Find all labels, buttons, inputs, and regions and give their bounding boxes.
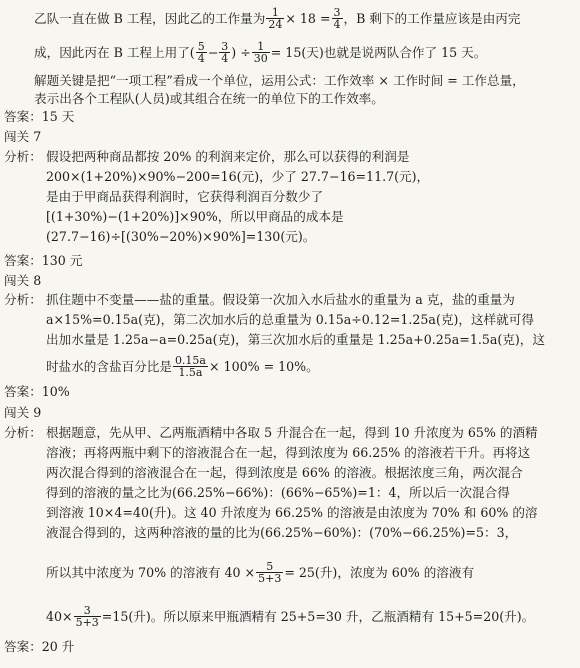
fraction: $\frac{3}{4}$: [333, 6, 341, 31]
p1-line-2: [34, 42, 486, 65]
p1-line-1: [34, 8, 520, 31]
answer-9: 答案：20 升: [4, 639, 75, 654]
p1-line-3: 解题关键是把“一项工程”看成一个单位，运用公式：工作效率 × 工作时间 = 工作总量，: [34, 73, 525, 88]
answer-1: 答案：15 天: [4, 109, 75, 124]
text: ，B 剩下的工作量应该是由丙完: [343, 11, 521, 26]
p7-line-5: (27.7−16)÷[(30%−20%)×90%]=130(元)。: [46, 229, 316, 244]
p7-line-2: 200×(1+20%)×90%−200=16(元)，少了 27.7−16=11.7(元)，: [46, 169, 430, 184]
p9-line-5: 到溶液 10×4=40(升)。这 40 升浓度为 66.25% 的溶液是由浓度为 70% 和 60% 的溶: [46, 505, 538, 520]
analysis-label: 分析：: [4, 425, 42, 440]
p9-line-8: [46, 606, 534, 629]
text: 乙队一直在做 B 工程，因此乙的工作量为: [34, 11, 266, 26]
fraction: $\frac{1}{24}$: [268, 6, 283, 31]
heading-level-8: 闯关 8: [4, 273, 42, 288]
text: 时盐水的含盐百分比是: [46, 359, 172, 374]
text: 40×: [46, 609, 73, 624]
fraction: $\frac{3}{4}$: [221, 40, 229, 65]
p7-line-1: 假设把两种商品都按 20% 的利润来定价，那么可以获得的利润是: [46, 149, 410, 164]
p7-line-4: [(1+30%)−(1+20%)]×90%，所以甲商品的成本是: [46, 209, 344, 224]
p8-line-3: 出加水量是 1.25a−a=0.25a(克)，第三次加水后的重量是 1.25a+0.25a=1.5a(克)，这: [46, 332, 545, 347]
p1-line-4: 表示出各个工程队(人员)或其组合在统一的单位下的工作效率。: [34, 91, 384, 106]
p8-line-1: 抓住题中不变量——盐的重量。假设第一次加入水后盐水的重量为 a 克，盐的重量为: [46, 292, 515, 307]
p9-line-3: 两次混合得到的溶液混合在一起，得到浓度是 66% 的溶液。根据浓度三角，两次混合: [46, 465, 523, 480]
text: × 18 =: [285, 11, 331, 26]
fraction: $\frac{5}{4}$: [197, 40, 205, 65]
p9-line-2: 溶液；再将两瓶中剩下的溶液混合在一起，得到浓度为 66.25% 的溶液若干升。再将这: [46, 445, 531, 460]
p9-line-1: 根据题意，先从甲、乙两瓶酒精中各取 5 升混合在一起，得到 10 升浓度为 65% 的酒精: [46, 425, 538, 440]
text: 成，因此丙在 B 工程上用了(: [34, 45, 195, 60]
p9-line-7: [46, 562, 474, 585]
p7-line-3: 是由于甲商品获得利润时，它获得利润百分数少了: [46, 189, 324, 204]
text: =15(升)。所以原来甲瓶酒精有 25+5=30 升，乙瓶酒精有 15+5=20(升)。: [101, 609, 535, 624]
p8-line-4: [46, 356, 319, 379]
text: = 25(升)，浓度为 60% 的溶液有: [284, 565, 475, 580]
fraction: $\frac{5}{5+3}$: [258, 560, 282, 585]
answer-7: 答案：130 元: [4, 253, 83, 268]
fraction: $\frac{3}{5+3}$: [75, 604, 99, 629]
text: −: [207, 45, 219, 60]
heading-level-7: 闯关 7: [4, 129, 42, 144]
analysis-label: 分析：: [4, 292, 42, 307]
text: = 15(天)也就是说两队合作了 15 天。: [270, 45, 487, 60]
fraction: $\frac{0.15a}{1.5a}$: [174, 354, 206, 379]
heading-level-9: 闯关 9: [4, 405, 42, 420]
analysis-label: 分析：: [4, 149, 42, 164]
text: ) ÷: [231, 45, 251, 60]
answer-8: 答案：10%: [4, 384, 70, 399]
text: × 100% = 10%。: [209, 359, 319, 374]
fraction: $\frac{1}{30}$: [253, 40, 268, 65]
p9-line-4: 得到的溶液的量之比为(66.25%−66%)：(66%−65%)=1：4，所以后一次混合得: [46, 485, 510, 500]
p9-line-6: 液混合得到的，这两种溶液的量的比为(66.25%−60%)：(70%−66.25%)=5：3，: [46, 525, 518, 540]
p8-line-2: a×15%=0.15a(克)，第二次加水后的总重量为 0.15a÷0.12=1.25a(克)，这样就可得: [46, 312, 534, 327]
text: 所以其中浓度为 70% 的溶液有 40 ×: [46, 565, 256, 580]
